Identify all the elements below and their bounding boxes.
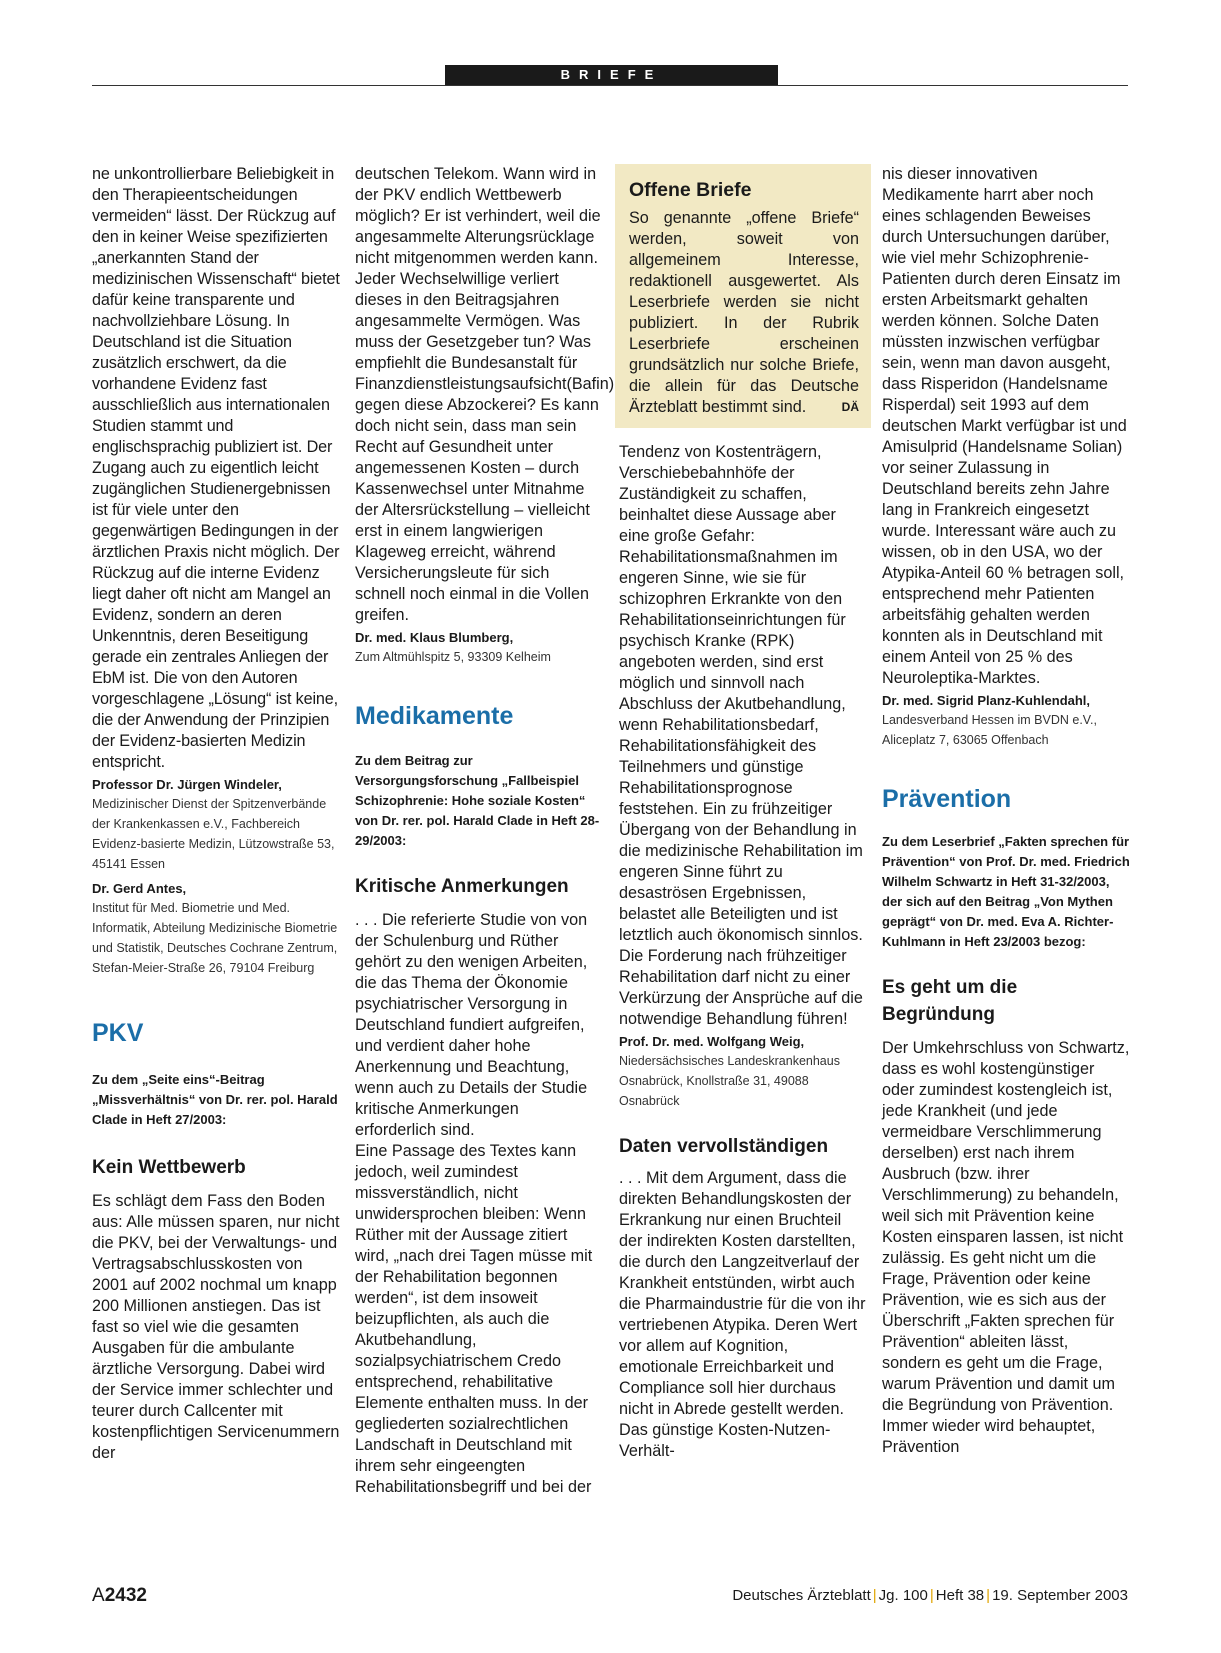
letter-headline: Kein Wettbewerb — [92, 1157, 246, 1178]
info-box — [615, 164, 871, 428]
letter-body: Tendenz von Kostenträgern, Verschiebebahnhöfe der Zuständigkeit zu schaffen, beinhaltet diese Aussage aber eine große Gefahr: Rehabilitationsmaßnahmen im engeren Sinne, wie sie für schizophren Erkrankte von den Rehabilitationseinrichtungen für psychisch Kranke (RPK) angeboten werden, sind erst möglich und sinnvoll nach Abschluss der Akutbehandlung, wenn Rehabilitationsbedarf, Rehabilitationsfähigkeit des Teilnehmers und günstige Rehabilitationsprognose feststehen. Ein zu frühzeitiger Übergang von der Behandlung in die medizinische Rehabilitation im engeren Sinne führt zu desaströsen Ergebnissen, belastet alle Beteiligten und ist letztlich auch ökonomisch sinnlos. Die Forderung nach frühzeitiger Rehabilitation darf nicht zu einer Verkürzung der Ansprüche auf die notwendige Behandlung führen! — [619, 443, 863, 1028]
journal-date: 19. September 2003 — [992, 1587, 1128, 1604]
letter-headline: Kritische Anmerkungen — [355, 876, 569, 897]
letter-author: Dr. med. Klaus Blumberg, — [355, 630, 514, 645]
page-number — [92, 1585, 147, 1607]
letter-body: . . . Die referierte Studie von von der Schulenburg und Rüther gehört zu den wenigen Arbeiten, die das Thema der Ökonomie psychiatrischer Versorgung in Deutschland fundiert aufgreifen, und verdient daher hohe Anerkennung und Beachtung, wenn auch zu Details der Studie kritische Anmerkungen erforderlich sind. — [355, 911, 588, 1139]
journal-volume: Jg. 100 — [878, 1587, 928, 1604]
letter-headline: Daten vervollständigen — [619, 1136, 829, 1157]
journal-footer — [732, 1587, 1128, 1604]
letter-author: Prof. Dr. med. Wolfgang Weig, — [619, 1034, 805, 1049]
letter-body: Der Umkehrschluss von Schwartz, dass es wohl kostengünstiger oder zumindest kostengleich ist, jede Krankheit (und jede vermeidbare Verschlimmerung derselben) erst nach ihrem Ausbruch (bzw. ihrer Verschlimmerung) zu behandeln, weil sich mit Prävention keine Kosten einsparen lassen, ist nicht zulässig. Es geht nicht um die Frage, Prävention oder keine Prävention, wie es sich aus der Überschrift „Fakten sprechen für Prävention“ ableiten lässt, sondern es geht um die Frage, warum Prävention und damit um die Begründung von Prävention. Immer wieder wird behauptet, Prävention — [882, 1039, 1130, 1456]
info-box-text — [629, 208, 859, 418]
letter-intro: Zu dem „Seite eins“-Beitrag „Missverhältnis“ von Dr. rer. pol. Harald Clade in Heft 27/2003: — [92, 1072, 338, 1127]
journal-name: Deutsches Ärzteblatt — [732, 1587, 871, 1604]
letter-author: Dr. Gerd Antes, — [92, 881, 187, 896]
author-affiliation: Institut für Med. Biometrie und Med. Informatik, Abteilung Medizinische Biometrie und Statistik, Deutsches Cochrane Zentrum, Stefan-Meier-Straße 26, 79104 Freiburg — [92, 901, 338, 975]
footer-separator: | — [872, 1587, 877, 1604]
rubric-heading: Prävention — [882, 785, 1012, 813]
footer-separator: | — [929, 1587, 934, 1604]
author-affiliation: Landesverband Hessen im BVDN e.V., Aliceplatz 7, 63065 Offenbach — [882, 713, 1097, 747]
page-number-value: 2432 — [104, 1585, 147, 1606]
column-4 — [882, 164, 1130, 1458]
author-affiliation: Zum Altmühlspitz 5, 93309 Kelheim — [355, 650, 551, 664]
letter-intro: Zu dem Leserbrief „Fakten sprechen für Prävention“ von Prof. Dr. med. Friedrich Wilhelm Schwartz in Heft 31-32/2003, der sich auf den Beitrag „Von Mythen geprägt“ von Dr. med. Eva A. Richter-Kuhlmann in Heft 23/2003 bezog: — [882, 834, 1130, 949]
author-affiliation: Medizinischer Dienst der Spitzenverbände der Krankenkassen e.V., Fachbereich Evidenz-basierte Medizin, Lützowstraße 53, 45141 Essen — [92, 797, 335, 871]
info-box-title: Offene Briefe — [629, 179, 752, 201]
letter-author: Professor Dr. Jürgen Windeler, — [92, 777, 282, 792]
letter-body: nis dieser innovativen Medikamente harrt aber noch eines schlagenden Beweises durch Untersuchungen darüber, wie viel mehr Schizophrenie-Patienten durch deren Einsatz im ersten Arbeitsmarkt gehalten werden können. Solche Daten müssten inzwischen verfügbar sein, wenn man davon ausgeht, dass Risperidon (Handelsname Risperdal) seit 1993 auf dem deutschen Markt verfügbar ist und Amisulprid (Handelsname Solian) vor seiner Zulassung in Deutschland bereits zehn Jahre lang in Frankreich eingesetzt wurde. Interessant wäre auch zu wissen, ob in den USA, wo der Atypika-Anteil 60 % betragen soll, entsprechend mehr Patienten arbeitsfähig gehalten werden konnten als in Deutschland mit einem Anteil von 25 % des Neuroleptika-Marktes. — [882, 165, 1127, 687]
info-box-signature: DÄ — [841, 400, 859, 414]
letter-body: ne unkontrollierbare Beliebigkeit in den Therapieentscheidungen vermeiden“ lässt. Der Rückzug auf den in keiner Weise spezifizierten „anerkannten Stand der medizinischen Wissenschaft“ bietet dafür keine transparente und nachvollziehbare Lösung. In Deutschland ist die Situation zusätzlich erschwert, da die vorhandene Evidenz fast ausschließlich aus internationalen Studien stammt und englischsprachig publiziert ist. Der Zugang auch zu eigentlich leicht zugänglichen Studienergebnissen ist für viele unter den gegenwärtigen Bedingungen in der ärztlichen Praxis nicht möglich. Der Rückzug auf die interne Evidenz liegt daher oft nicht am Mangel an Evidenz, sondern an deren Unkenntnis, deren Beseitigung gerade ein zentrales Anliegen der EbM ist. Die von den Autoren vorgeschlagene „Lösung“ ist keine, die der Anwendung der Prinzipien der Evidenz-basierten Medizin entspricht. — [92, 165, 340, 771]
section-header: BRIEFE — [445, 65, 778, 85]
author-affiliation: Niedersächsisches Landeskrankenhaus Osnabrück, Knollstraße 31, 49088 Osnabrück — [619, 1054, 840, 1108]
letter-body: Eine Passage des Textes kann jedoch, weil zumindest missverständlich, nicht unwidersprochen bleiben: Wenn Rüther mit der Aussage zitiert wird, „nach drei Tagen müsse mit der Rehabilitation begonnen werden“, ist dem insoweit beizupflichten, als auch die Akutbehandlung, sozialpsychiatrischem Credo entsprechend, rehabilitative Elemente enthalten muss. In der gegliederten sozialrechtlichen Landschaft in Deutschland mit ihrem sehr eingeengten Rehabilitationsbegriff und bei der — [355, 1142, 593, 1496]
rubric-heading: PKV — [92, 1019, 144, 1047]
page-prefix: A — [92, 1585, 105, 1606]
journal-issue: Heft 38 — [935, 1587, 985, 1604]
rubric-heading: Medikamente — [355, 702, 514, 730]
info-box-body: So genannte „offene Briefe“ werden, soweit von allgemeinem Interesse, redaktionell ausgewertet. Als Leserbriefe werden sie nicht publiziert. In der Rubrik Leserbriefe erscheinen grundsätzlich nur solche Briefe, die allein für das Deutsche Ärzteblatt bestimmt sind. — [629, 209, 859, 416]
footer-separator: | — [986, 1587, 991, 1604]
letter-intro: Zu dem Beitrag zur Versorgungsforschung „Fallbeispiel Schizophrenie: Hohe soziale Kosten“ von Dr. rer. pol. Harald Clade in Heft 28-29/2003: — [355, 753, 600, 848]
column-2 — [355, 164, 615, 1498]
column-3 — [619, 164, 867, 1462]
letter-body: deutschen Telekom. Wann wird in der PKV endlich Wettbewerb möglich? Er ist verhindert, weil die angesammelte Alterungsrücklage nicht mitgenommen werden kann. Jeder Wechselwillige verliert dieses in den Beitragsjahren angesammelte Vermögen. Was muss der Gesetzgeber tun? Was empfiehlt die Bundesanstalt für Finanzdienstleistungsaufsicht(Bafin) gegen diese Abzockerei? Es kann doch nicht sein, dass man sein Recht auf Gesundheit unter angemessenen Kosten – durch Kassenwechsel unter Mitnahme der Altersrückstellung – vielleicht erst in einem langwierigen Klageweg erreicht, während Versicherungsleute für sich schnell noch einmal in die Vollen greifen. — [355, 165, 615, 624]
letter-body: . . . Mit dem Argument, dass die direkten Behandlungskosten der Erkrankung nur einen Bruchteil der indirekten Kosten darstellten, die durch den Langzeitverlauf der Krankheit entstünden, wirbt auch die Pharmaindustrie für die von ihr vertriebenen Atypika. Deren Wert vor allem auf Kognition, emotionale Erreichbarkeit und Compliance soll hier durchaus nicht in Abrede gestellt werden. Das günstige Kosten-Nutzen-Verhält- — [619, 1169, 866, 1460]
column-1 — [92, 164, 340, 1464]
header-rule — [92, 85, 1128, 86]
letter-body: Es schlägt dem Fass den Boden aus: Alle müssen sparen, nur nicht die PKV, bei der Verwaltungs- und Vertragsabschlusskosten von 2001 auf 2002 nochmal um knapp 200 Millionen anstiegen. Das ist fast so viel wie die gesamten Ausgaben für die ambulante ärztliche Versorgung. Dabei wird der Service immer schlechter und teurer durch Callcenter mit kostenpflichtigen Servicenummern der — [92, 1192, 340, 1462]
letter-headline: Es geht um die Begründung — [882, 977, 1018, 1025]
letter-author: Dr. med. Sigrid Planz-Kuhlendahl, — [882, 693, 1091, 708]
